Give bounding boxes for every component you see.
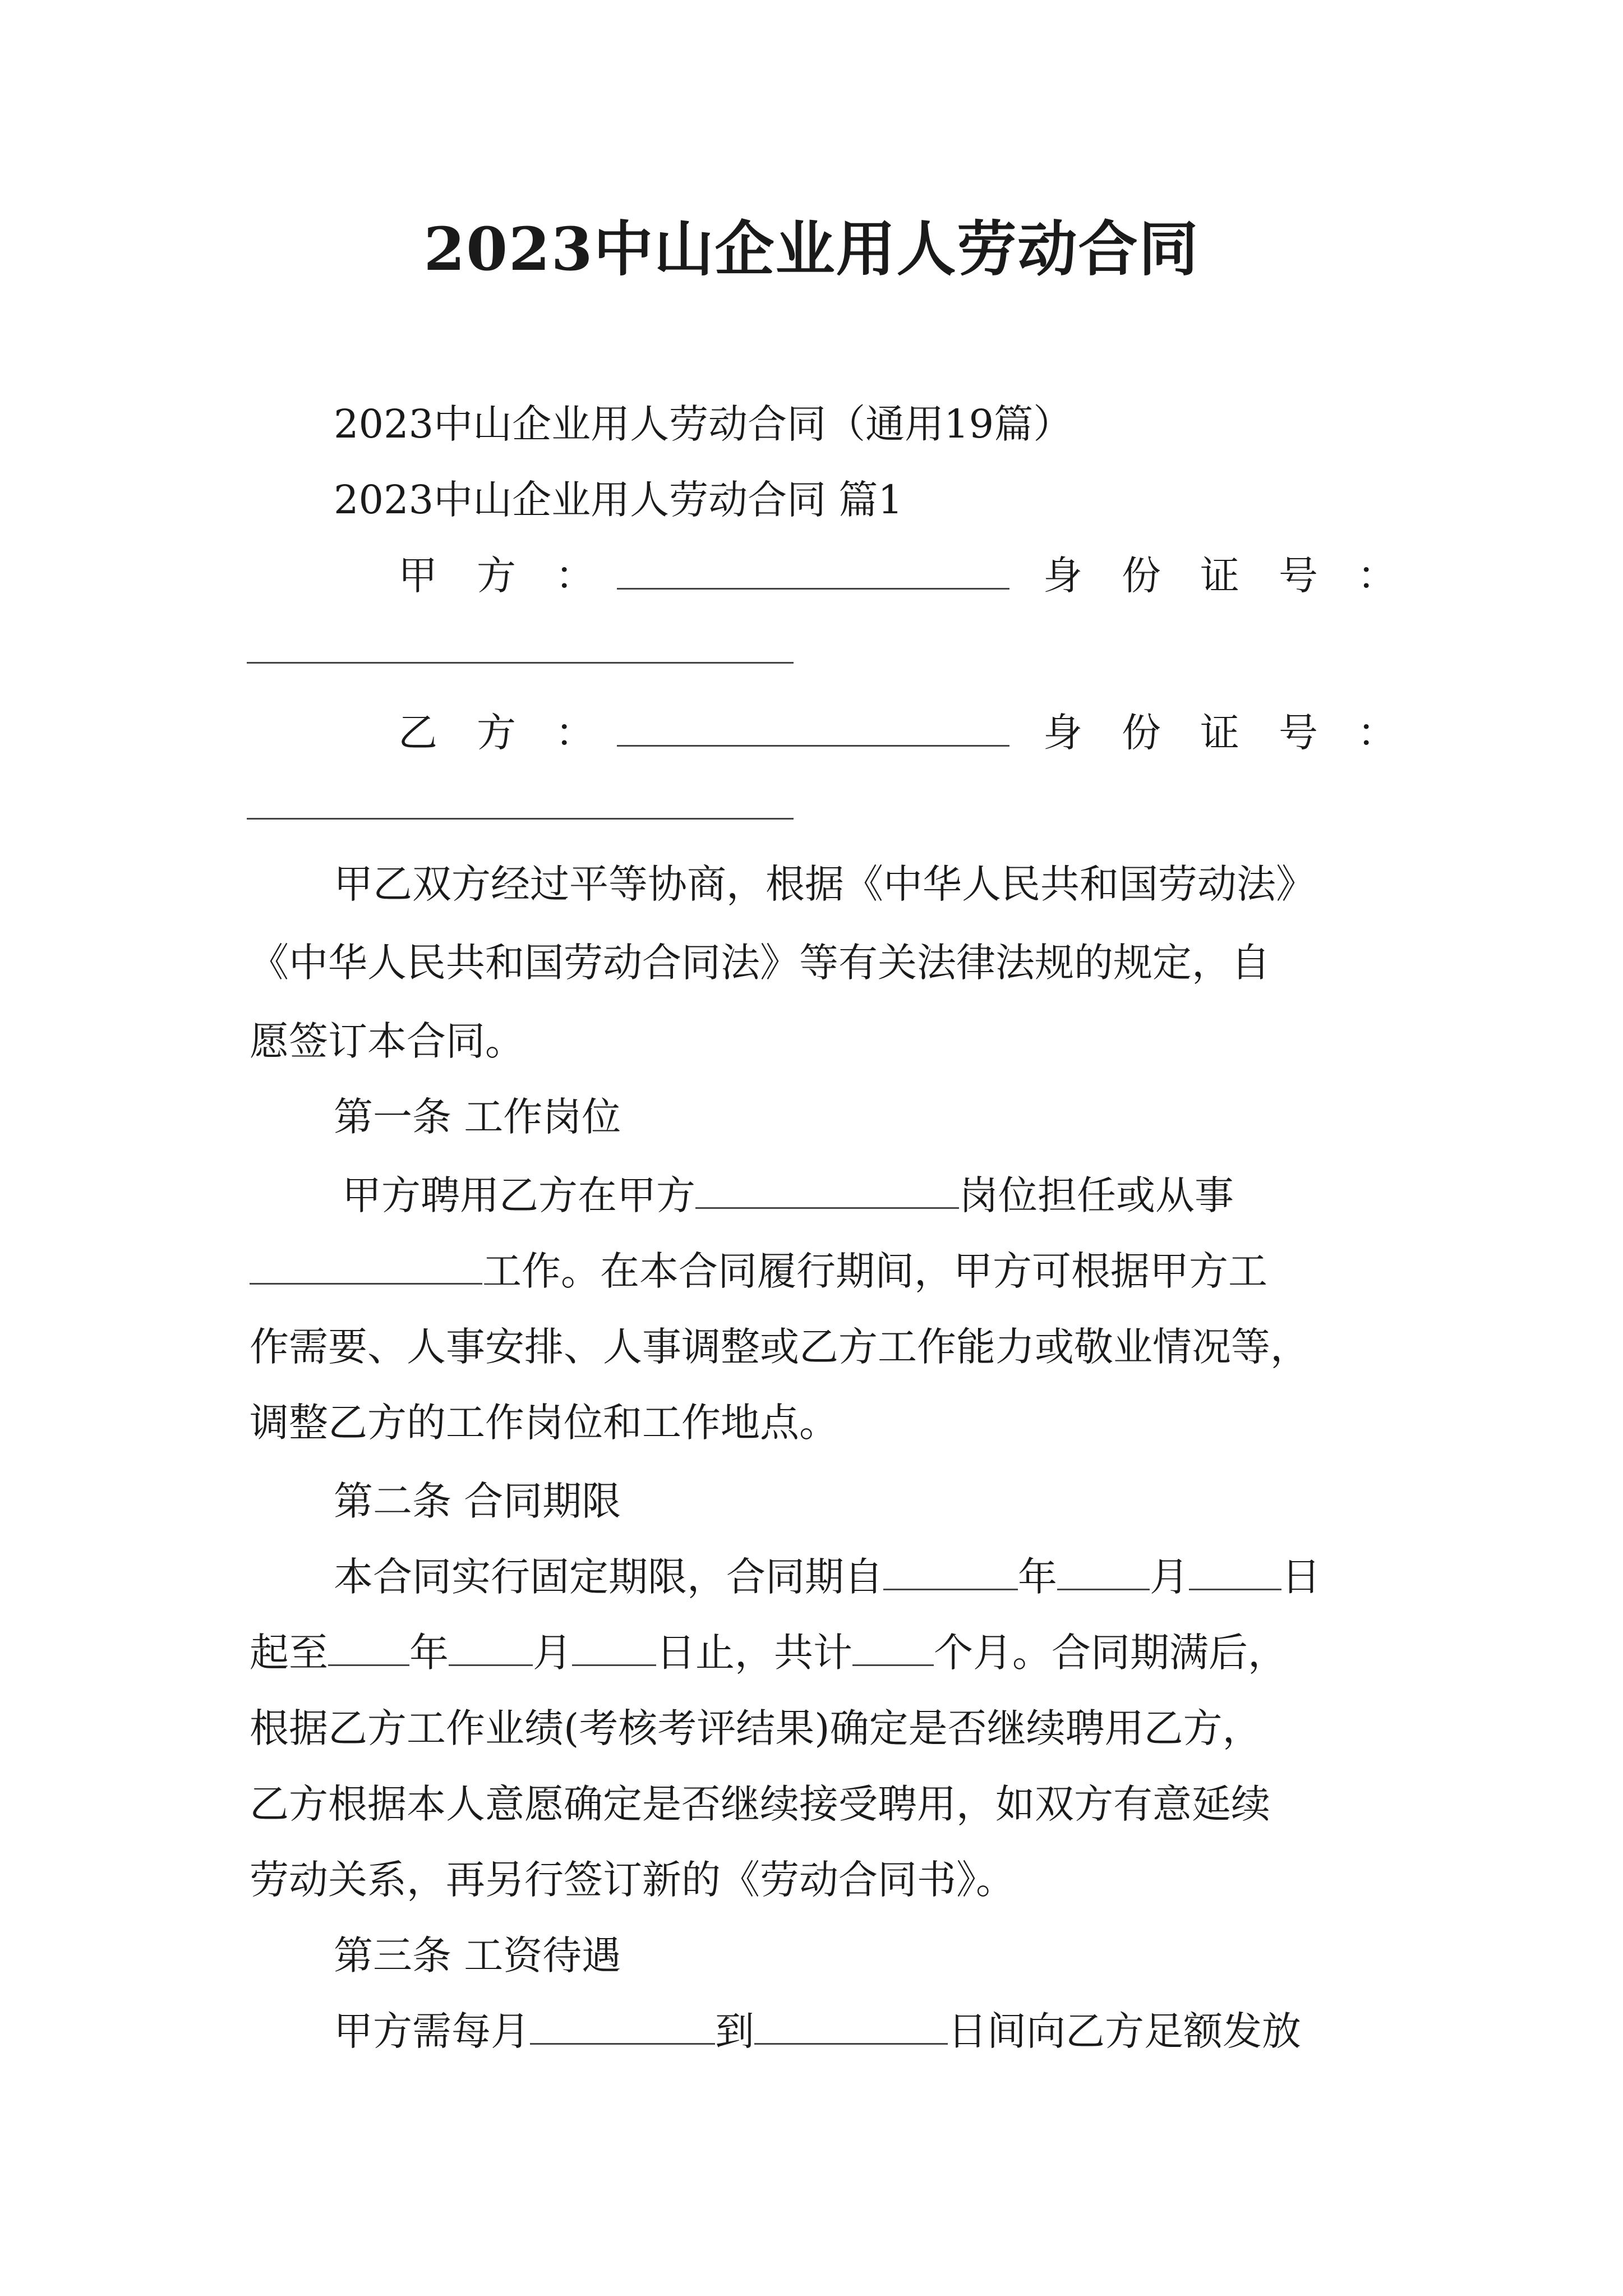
article-2-text-b: 起至 bbox=[250, 1630, 328, 1676]
article-2-line-2 bbox=[250, 1621, 1287, 1678]
article-1-text-a: 甲方聘用乙方在甲方 bbox=[342, 1172, 695, 1218]
article-1-line-1 bbox=[342, 1164, 1234, 1221]
end-month-blank[interactable] bbox=[449, 1660, 533, 1666]
end-day-blank[interactable] bbox=[572, 1660, 656, 1666]
end-year-blank[interactable] bbox=[328, 1660, 409, 1666]
to-label: 到 bbox=[715, 2008, 754, 2054]
pay-end-day-blank[interactable] bbox=[754, 2039, 948, 2045]
months-total-blank[interactable] bbox=[852, 1660, 934, 1666]
party-b-id-blank[interactable] bbox=[247, 818, 794, 820]
section-heading: 2023中山企业用人劳动合同 篇1 bbox=[334, 477, 903, 523]
month-label: 月 bbox=[533, 1630, 572, 1676]
article-1-text-c: 工作。在本合同履行期间，甲方可根据甲方工 bbox=[482, 1248, 1267, 1294]
article-2-line-1 bbox=[334, 1545, 1321, 1602]
start-month-blank[interactable] bbox=[1057, 1584, 1150, 1590]
document-title: 2023中山企业用人劳动合同 bbox=[423, 214, 1200, 284]
article-3-line-1 bbox=[334, 2000, 1301, 2056]
article-1-line-3: 作需要、人事安排、人事调整或乙方工作能力或敬业情况等， bbox=[250, 1324, 1310, 1370]
article-3-text-a: 甲方需每月 bbox=[334, 2008, 530, 2054]
start-day-blank[interactable] bbox=[1189, 1584, 1281, 1590]
article-3-text-b: 日间向乙方足额发放 bbox=[948, 2008, 1301, 2054]
party-b-label: 乙 方 ： bbox=[398, 710, 594, 756]
article-3-heading: 第三条 工资待遇 bbox=[334, 1932, 621, 1978]
article-2-text-c: 日止，共计 bbox=[656, 1630, 852, 1676]
article-2-text-d: 个月。合同期满后， bbox=[934, 1630, 1287, 1676]
intro-line-1: 甲乙双方经过平等协商，根据《中华人民共和国劳动法》 bbox=[334, 861, 1315, 907]
month-label: 月 bbox=[1150, 1554, 1189, 1600]
work-type-blank[interactable] bbox=[250, 1278, 482, 1285]
article-2-line-3: 根据乙方工作业绩(考核考评结果)确定是否继续聘用乙方， bbox=[250, 1705, 1262, 1751]
article-2-line-4: 乙方根据本人意愿确定是否继续接受聘用，如双方有意延续 bbox=[250, 1781, 1270, 1827]
day-label: 日 bbox=[1281, 1554, 1321, 1600]
intro-line-3: 愿签订本合同。 bbox=[250, 1018, 524, 1064]
start-year-blank[interactable] bbox=[883, 1584, 1018, 1590]
party-a-label: 甲 方 ： bbox=[398, 553, 594, 599]
article-1-line-4: 调整乙方的工作岗位和工作地点。 bbox=[250, 1400, 838, 1446]
position-blank[interactable] bbox=[695, 1203, 959, 1209]
year-label: 年 bbox=[409, 1630, 449, 1676]
article-1-line-2 bbox=[250, 1240, 1267, 1296]
article-2-heading: 第二条 合同期限 bbox=[334, 1478, 621, 1524]
article-2-text-a: 本合同实行固定期限，合同期自 bbox=[334, 1554, 883, 1600]
party-b-id-label: 身 份 证 号 ： bbox=[1043, 710, 1396, 756]
article-2-line-5: 劳动关系，再另行签订新的《劳动合同书》。 bbox=[250, 1857, 1015, 1903]
party-b-name-blank[interactable] bbox=[617, 745, 1009, 747]
document-subtitle: 2023中山企业用人劳动合同（通用19篇） bbox=[334, 401, 1073, 447]
article-1-heading: 第一条 工作岗位 bbox=[334, 1094, 621, 1140]
party-a-name-blank[interactable] bbox=[617, 588, 1009, 590]
year-label: 年 bbox=[1018, 1554, 1057, 1600]
article-1-text-b: 岗位担任或从事 bbox=[959, 1172, 1234, 1218]
intro-line-2: 《中华人民共和国劳动合同法》等有关法律法规的规定，自 bbox=[250, 940, 1270, 986]
pay-start-day-blank[interactable] bbox=[530, 2039, 715, 2045]
party-a-id-label: 身 份 证 号 ： bbox=[1043, 553, 1396, 599]
party-a-id-blank[interactable] bbox=[247, 662, 794, 664]
